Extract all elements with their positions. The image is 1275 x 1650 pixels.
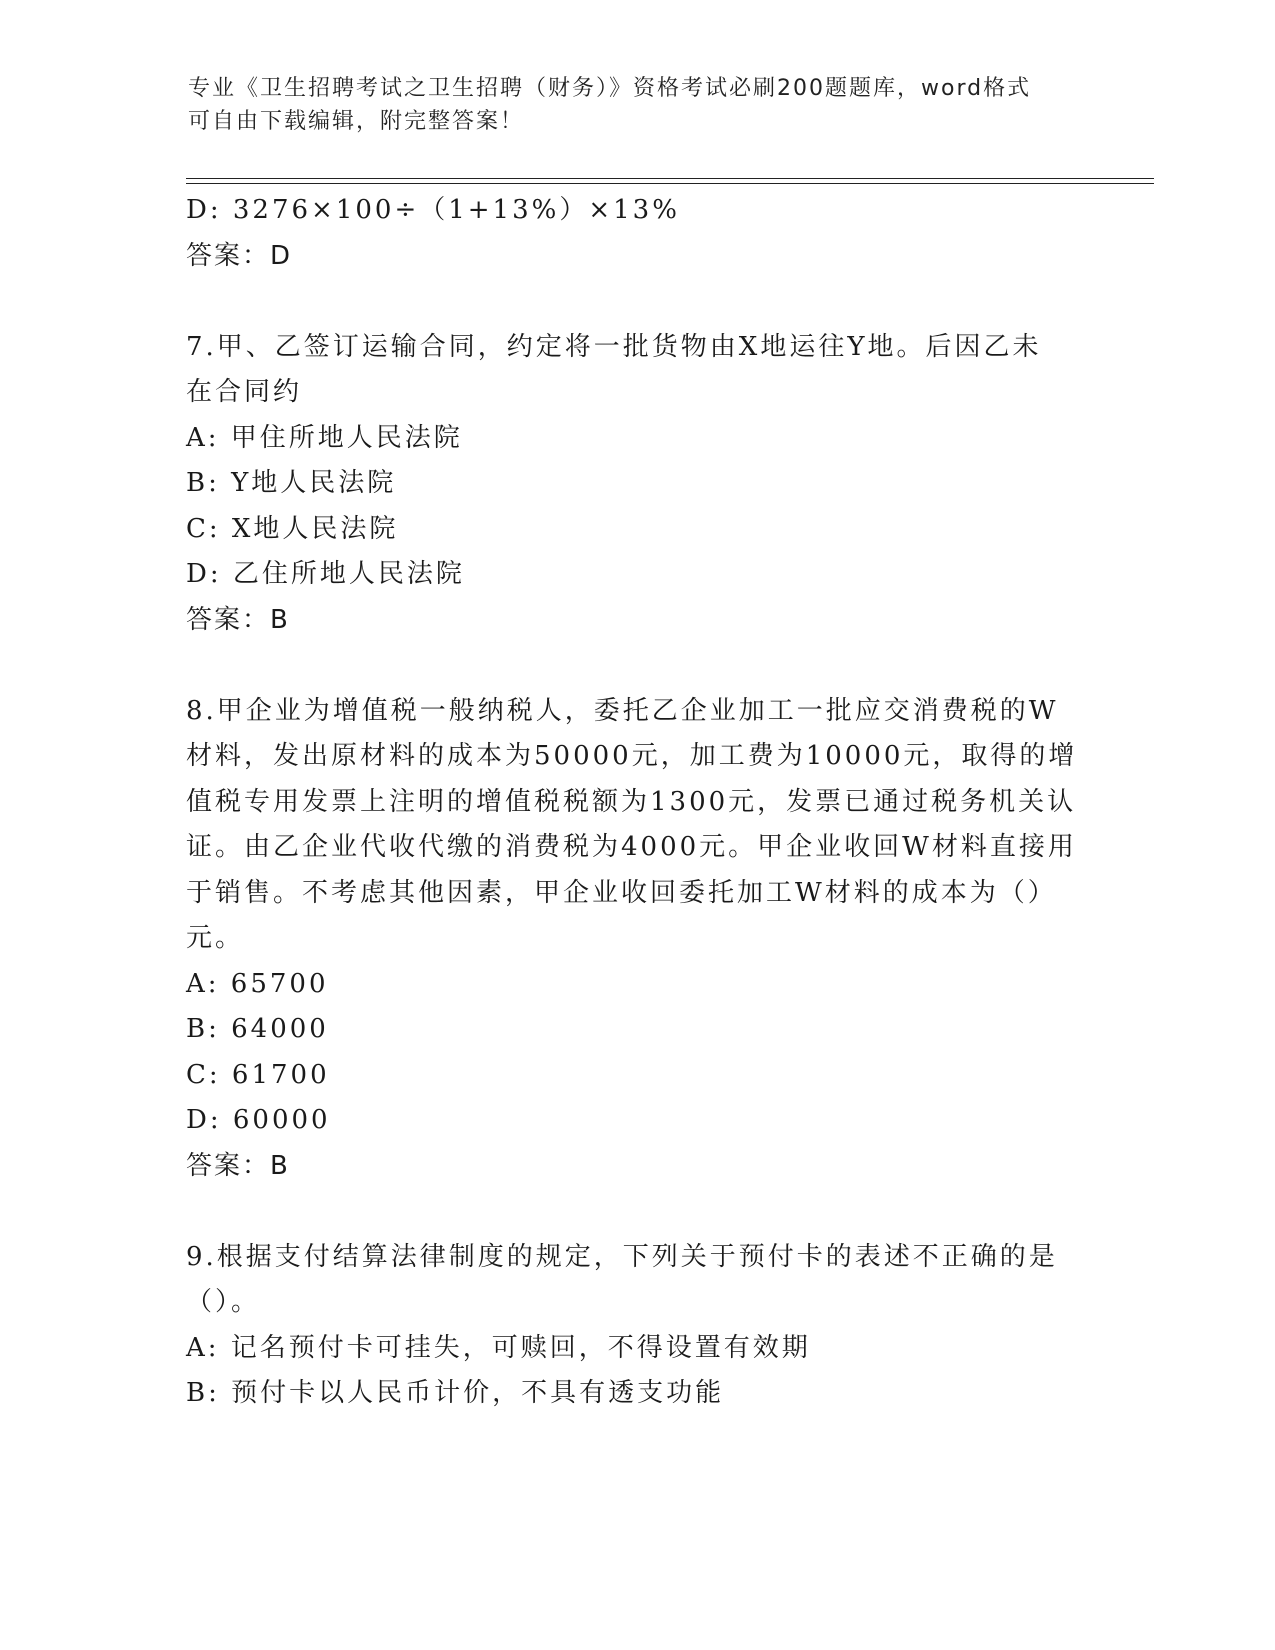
question-9	[186, 1235, 1086, 1417]
spacer	[186, 279, 1086, 325]
header-divider-top	[186, 178, 1154, 179]
option-b: B: 预付卡以人民币计价，不具有透支功能	[186, 1378, 725, 1408]
option-a: A: 记名预付卡可挂失，可赎回，不得设置有效期	[186, 1332, 811, 1363]
question-stem-line: （）。	[186, 1287, 261, 1317]
option-c: C: 61700	[186, 1059, 330, 1090]
question-stem-line: 8.甲企业为增值税一般纳税人，委托乙企业加工一批应交消费税的W	[186, 695, 1059, 726]
document-header	[188, 72, 1088, 138]
option-d: D: 乙住所地人民法院	[186, 559, 465, 589]
question-8	[186, 689, 1086, 1190]
header-title-line-2: 可自由下载编辑，附完整答案！	[188, 109, 525, 134]
answer: 答案：B	[186, 1150, 290, 1181]
header-divider-bottom	[186, 183, 1154, 184]
spacer	[186, 1189, 1086, 1235]
question-6-tail	[186, 188, 1086, 279]
question-7	[186, 325, 1086, 644]
question-stem-line: 9.根据支付结算法律制度的规定，下列关于预付卡的表述不正确的是	[186, 1241, 1058, 1272]
question-stem-line: 值税专用发票上注明的增值税税额为1300元，发票已通过税务机关认	[186, 786, 1077, 817]
document-body	[186, 188, 1086, 1417]
question-stem-line: 在合同约	[186, 377, 303, 407]
question-stem-line: 材料，发出原材料的成本为50000元，加工费为10000元，取得的增	[186, 741, 1078, 771]
option-a: A: 甲住所地人民法院	[186, 422, 463, 453]
option-d: D: 3276×100÷（1+13%）×13%	[186, 195, 680, 225]
question-stem-line: 7.甲、乙签订运输合同，约定将一批货物由X地运往Y地。后因乙未	[186, 331, 1042, 362]
option-d: D: 60000	[186, 1105, 331, 1135]
question-stem-line: 元。	[186, 923, 245, 953]
option-c: C: X地人民法院	[186, 513, 399, 544]
option-a: A: 65700	[186, 968, 329, 999]
answer: 答案：D	[186, 240, 293, 271]
question-stem-line: 证。由乙企业代收代缴的消费税为4000元。甲企业收回W材料直接用	[186, 832, 1077, 862]
question-stem-line: 于销售。不考虑其他因素，甲企业收回委托加工W材料的成本为（）	[186, 877, 1057, 908]
spacer	[186, 643, 1086, 689]
header-title-line-1: 专业《卫生招聘考试之卫生招聘（财务）》资格考试必刷200题题库，word格式	[188, 76, 1032, 101]
option-b: B: 64000	[186, 1014, 329, 1044]
answer: 答案：B	[186, 604, 290, 635]
option-b: B: Y地人民法院	[186, 468, 397, 498]
